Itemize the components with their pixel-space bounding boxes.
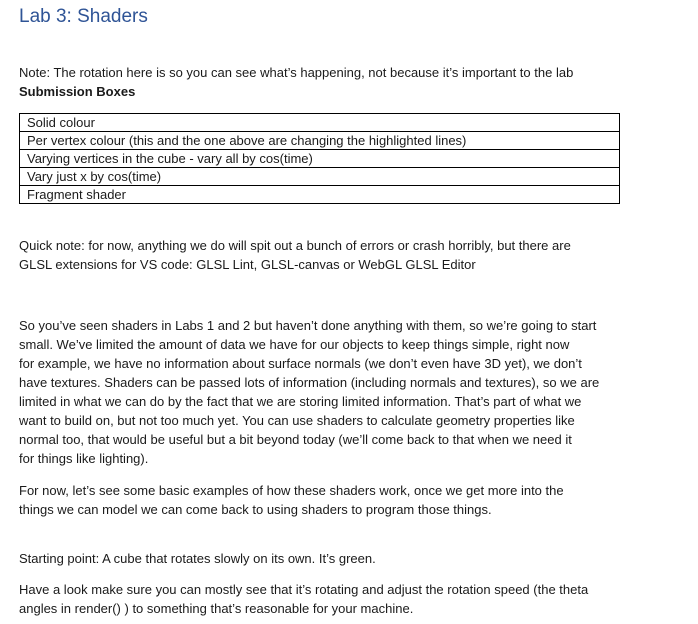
table-row	[20, 168, 620, 186]
page-title: Lab 3: Shaders	[19, 6, 148, 27]
table-row	[20, 150, 620, 168]
quick-note-line: Quick note: for now, anything we do will spit out a bunch of errors or crash horribly, but there are	[19, 238, 571, 253]
table-row	[20, 114, 620, 132]
table-cell[interactable]: Vary just x by cos(time)	[20, 168, 620, 186]
table-row	[20, 132, 620, 150]
submission-boxes-table	[19, 113, 620, 204]
submission-heading: Submission Boxes	[19, 84, 136, 99]
paragraph-line: for things like lighting).	[19, 451, 149, 466]
table-cell[interactable]: Solid colour	[20, 114, 620, 132]
paragraph-line: normal too, that would be useful but a bit beyond today (we’ll come back to that when we need it	[19, 432, 572, 447]
paragraph-line: Have a look make sure you can mostly see that it’s rotating and adjust the rotation speed (the theta	[19, 582, 589, 597]
note-text: Note: The rotation here is so you can see what’s happening, not because it’s important to the lab	[19, 65, 574, 80]
quick-note-line: GLSL extensions for VS code: GLSL Lint, GLSL-canvas or WebGL GLSL Editor	[19, 257, 476, 272]
table-cell[interactable]: Fragment shader	[20, 186, 620, 204]
paragraph-line: For now, let’s see some basic examples of how these shaders work, once we get more into the	[19, 483, 564, 498]
paragraph-line: limited in what we can do by the fact that we are storing limited information. That’s part of what we	[19, 394, 582, 409]
table-cell[interactable]: Varying vertices in the cube - vary all by cos(time)	[20, 150, 620, 168]
table-cell[interactable]: Per vertex colour (this and the one above are changing the highlighted lines)	[20, 132, 620, 150]
table-row	[20, 186, 620, 204]
paragraph-line: things we can model we can come back to using shaders to program those things.	[19, 502, 492, 517]
paragraph-line: So you’ve seen shaders in Labs 1 and 2 but haven’t done anything with them, so we’re going to start	[19, 318, 597, 333]
paragraph-line: want to build on, but not too much yet. You can use shaders to calculate geometry properties like	[19, 413, 575, 428]
paragraph-line: have textures. Shaders can be passed lots of information (including normals and textures), so we are	[19, 375, 600, 390]
paragraph-line: small. We’ve limited the amount of data we have for our objects to keep things simple, right now	[19, 337, 570, 352]
paragraph-line: angles in render() ) to something that’s reasonable for your machine.	[19, 601, 414, 616]
paragraph-line: for example, we have no information about surface normals (we don’t even have 3D yet), we don’t	[19, 356, 582, 371]
starting-point-text: Starting point: A cube that rotates slowly on its own. It’s green.	[19, 551, 376, 566]
